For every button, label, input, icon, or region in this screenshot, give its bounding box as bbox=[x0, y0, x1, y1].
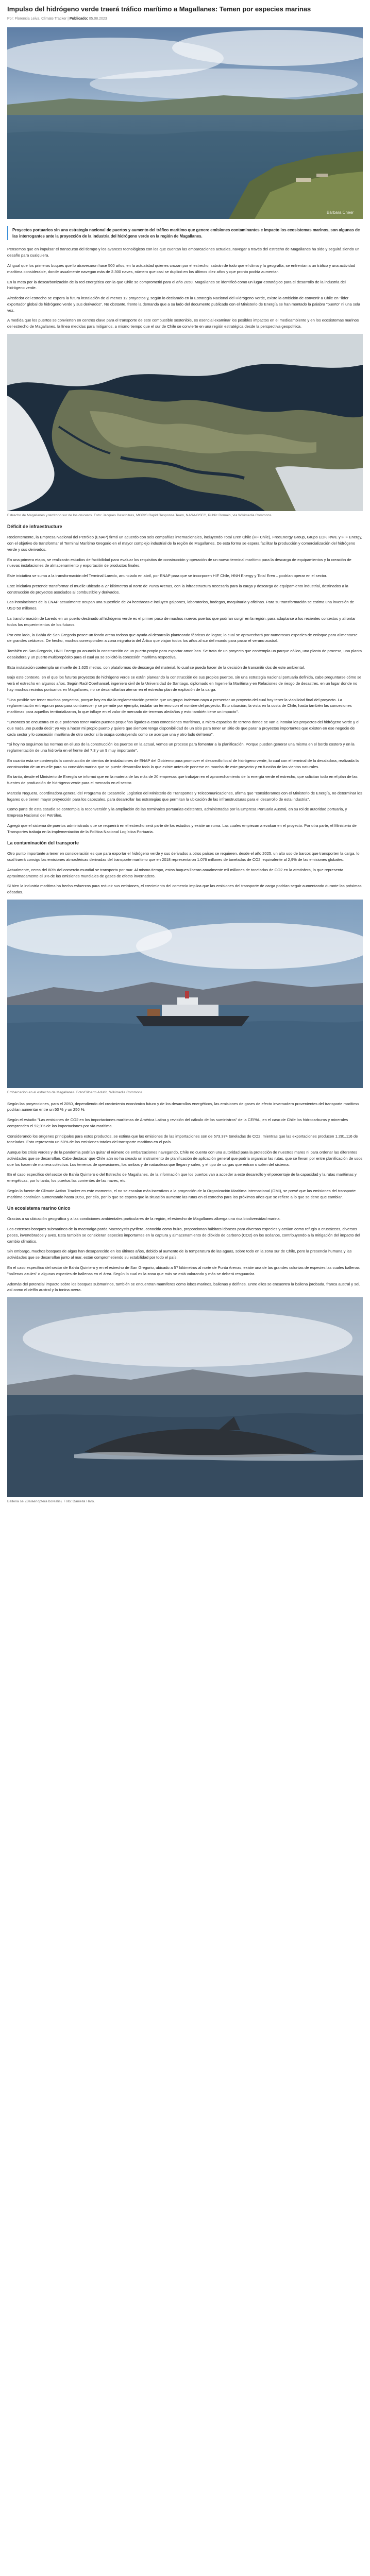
paragraph: "Una posible ser tener muchos proyectos, porque hoy en día la reglamentación permite que un grupo invierson naya a presentar un proyecto del cual hoy tener la viabilidad final del proyecto. La reglamentación entrega un poco para contraescer y se permite por ejemplo, instalar un terreno con el nombre del proyecto. Esto situación, la vista en la costa de Chile, hasta también las concesiones marítimas para aquellos territorializaron, lo que influye en el valor de mercado de terrenos aledaños y esto también tiene un impacto". bbox=[7, 697, 352, 715]
paragraph: Agregó que el sistema de puertos administrado que se requerirá en el estrecho será parte de los estudios y existe un ruma. Las cuales empiezan a evaluar en el proyecto. Por otra parte, el Ministerio de Transportes trabaja en la implementación de la Política Nacional Logística Portuaria. bbox=[7, 823, 357, 834]
paragraph: Bajo este contexto, en el que los futuros proyectos de hidrógeno verde se están planeando la construcción de sus propios puertos, sin una estrategia nacional portuaria definida, cabe preguntarse cómo se verá el estrecho en algunos años. Según Raúl Oberhansel, ingeniero civil de la Universidad de Santiago, diplomado en Ingeniería Marítima y en Relaciones de riesgo de desastres, en un lugar donde no hay muchos recintos portuarios en Magallanes, no se desarrollarían aterrar en el estrecho plan de explosión de la carga. bbox=[7, 675, 362, 692]
article-title: Impulso del hidrógeno verde traerá tráfico marítimo a Magallanes: Temen por especies marinas bbox=[7, 5, 311, 13]
whale-image bbox=[7, 1297, 363, 1497]
paragraph: En la meta por la descarbonización de la red energética con la que Chile se comprometió para el año 2050, Magallanes se identificó como un lugar estratégico para el desarrollo de la industria del hidrógeno verde. bbox=[7, 279, 346, 291]
paragraph: A medida que los puertos se convierten en centros clave para el transporte de este combustible sostenible, es esencial examinar los posibles impactos en el medioambiente y en los ecosistemas marinos del estrecho de Magallanes, la línea medidas para mitigarlos, a mismo tiempo que el sur de Chile se convierte en una región estratégica desde la perspectiva geopolítica. bbox=[7, 318, 359, 329]
byline: Por: Florencia Leiva, Climate Tracker | Publicado: 05.08.2023 bbox=[7, 17, 107, 21]
paragraph: Según las proyecciones, para el 2050, dependiendo del crecimiento económico futuro y de los desarrollos energéticos, las emisiones de gases de efecto invernadero provenientes del transporte marítimo podrían aumentar entre un 50 % y un 250 %. bbox=[7, 1101, 359, 1112]
paragraph: Marcela Noguera, coordinadora general del Programa de Desarrollo Logístico del Ministerio de Transportes y Telecomunicaciones, afirma que "consideramos con el Ministerio de Energía, no determinar los lugares que tienen mayor proyección para los cabezales, para desarrollar las estrategias que permitan la ubicación de las infraestructuras para el desarrollo de esta industria". bbox=[7, 790, 362, 802]
published-label: Publicado: bbox=[69, 17, 88, 21]
paragraph: Considerando los orígenes principales para estos productos, se estima que las emisiones de las importaciones son de 573.374 toneladas de CO2, mientras que las exportaciones producen 1.281.116 de toneladas. Esto representa un 50% de las emisiones totales del transporte marítimo en el país. bbox=[7, 1133, 358, 1145]
paragraph: En tanto, desde el Ministerio de Energía se informó que en la materia de las más de 20 empresas que trabajan en el aprovechamiento de la energía verde el estrecho, que solicitan todo en el plan de las fuentes de producción de hidrógeno verde para el mercado en el sector. bbox=[7, 774, 358, 786]
hero-image bbox=[7, 27, 363, 219]
article bbox=[7, 5, 363, 1505]
paragraph: Este iniciativa se suma a la transformación del Terminal Laredo, anunciado en abril, por ENAP para que se incorporen HIF Chile, HNH Energy y Total Eren – podrían operar en el sector. bbox=[7, 573, 327, 579]
paragraph: Recientemente, la Empresa Nacional del Petróleo (ENAP) firmó un acuerdo con seis compañías internacionales, incluyendo Total Eren Chile (HF Chile), FreeEnergy Group, Grupo EDF, RWE y HIF Energy, con el objetivo de transformar el Terminal Marítimo Gregorio en el mayor complejo industrial de la región de Magallanes. De esta forma se espera facilitar la producción y comercialización del hidrógeno verde y sus derivados. bbox=[7, 535, 362, 552]
paragraph: En el caso específico del sector de Bahía Quintero y en el estrecho de San Gregorio, ubicado a 57 kilómetros al norte de Punta Arenas, existe una de las grandes colonias de especies las cuales ballenas "ballenas azules" o algunas especies de ballenas en el área. Según lo cual es la zona que más se está valorando y más se deberá resguardar. bbox=[7, 1265, 360, 1276]
paragraph: Al igual que los primeros buques que lo atravesaron hace 500 años, en la actualidad quienes cruzan por el estrecho, sabrán de todo que el clima y la geografía, se enfrentan a un tráfico y una actividad marítima considerable, donde usualmente navegan más de 2.300 naves, número que casi se duplicó en los últimos diez años y que pronto podría aumentar. bbox=[7, 263, 356, 274]
paragraph: Alrededor del estrecho se espera la futura instalación de al menos 12 proyectos y, según lo declarado en la Estrategia Nacional del Hidrógeno Verde, existe la ambición de convertir a Chile en "líder exportador global de hidrógeno verde y sus derivados". No obstante, frente la demanda que a su lado del documento publicado con el Ministerio de Energía se han montado la palabra "puerto" ni una sola vez. bbox=[7, 296, 360, 313]
paragraph: En una primera etapa, se realizarán estudios de factibilidad para evaluar los requisitos de construcción y operación de un nuevo terminal marítimo para la descarga de equipamientos y la creación de nuevas instalaciones de almacenamiento y exportación de productos finales. bbox=[7, 557, 351, 568]
image-caption: Ballena sei (Balaenoptera borealis). Foto: Daniella Haro. bbox=[7, 1500, 95, 1504]
paragraph: Pensemos que en impulsar el transcurso del tiempo y los avances tecnológicos con los que cuentan las embarcaciones actuales, navegar a través del estrecho de Magallanes ha sido y seguirá siendo un desafío para cualquiera. bbox=[7, 247, 360, 258]
paragraph: Además del potencial impacto sobre los bosques submarinos, también se encuentran mamíferos como lobos marinos, ballenas y delfines. Entre ellos se encuentra la ballena jorobada, franca austral y sei, así como el delfín austral y la tonina overa. bbox=[7, 1281, 361, 1293]
ship-image bbox=[7, 900, 363, 1088]
photo-credit-watermark: Bárbara Cheer bbox=[327, 210, 354, 215]
paragraph: Otro punto importante a tener en consideración es que para exportar el hidrógeno verde y sus derivados a otros países se requieren, desde el año 2025, un alto uso de barcos que transporten la carga, lo cual traerá consigo las emisiones atmosféricas derivadas del transporte marítimo que en 2018 representaron 1.076 millones de toneladas de CO2, equivalente al 2,9% de las emisiones globales. bbox=[7, 851, 360, 862]
paragraph: Según el estudio "Las emisiones de CO2 en los importaciones marítimas de América Latina y revisión del cálculo de los suministros" de la CEPAL, en el caso de Chile los hidrocarburos y minerales comprenden el 92,9% de las importaciones por vía marítima. bbox=[7, 1117, 348, 1128]
paragraph: Gracias a su ubicación geográfica y a las condiciones ambientales particulares de la región, el estrecho de Magallanes alberga una rica biodiversidad marina. bbox=[7, 1216, 281, 1222]
paragraph: La transformación de Laredo en un puerto destinado al hidrógeno verde es el primer paso de muchos nuevos puertos que podrían surgir en la región, para adaptarse a los recientes contextos y afrontar todos los requerimientos de los futuros. bbox=[7, 616, 356, 627]
paragraph: Este iniciativa pretende transformar el muelle ubicado a 27 kilómetros al norte de Punta Arenas, con la infraestructura necesaria para la carga y descarga de equipamiento industrial, destinados a la construcción de proyectos asociados al combustible y derivados. bbox=[7, 583, 348, 595]
section-heading: La contaminación del transporte bbox=[7, 840, 79, 846]
paragraph: Esta instalación contempla un muelle de 1.625 metros, con plataformas de descarga del material, lo cual se pueda hacer de la decisión de transmitir dos de este ambiental. bbox=[7, 665, 305, 670]
section-heading: Déficit de infraestructure bbox=[7, 524, 62, 530]
paragraph: Las instalaciones de la ENAP actualmente ocupan una superficie de 24 hectáreas e incluyen galpones, laboratorios, bodegas, maquinaria y oficinas. Para su transformación se estima una inversión de USD 50 millones. bbox=[7, 600, 355, 611]
paragraph: Como parte de esta estudio se contempla la reconversión y la ampliación de las terminales portuarias existentes, administradas por la Empresa Portuaria Austral, en su rol de autoridad portuaria, y Empresa Nacional del Petróleo. bbox=[7, 807, 347, 818]
author-name[interactable]: Florencia Leiva, Climate Tracker bbox=[14, 17, 67, 21]
paragraph: Si bien la industria marítima ha hecho esfuerzos para reducir sus emisiones, el crecimiento del comercio implica que las emisiones del transporte de carga podrían seguir aumentando durante las próximas décadas. bbox=[7, 884, 362, 895]
paragraph: "Entonces se encuentra en que podemos tener varios puertos pequeños ligados a esas concesiones marítimas, a micro-espacios de terreno donde se van a instalar los proyectos del hidrógeno verde y el que nada uno pueda decir: yo voy a hacer mi propio puerto y quiere que siempre tenga disponibilidad de un sitio para tener un sitio de que parar a proyectos importantes que existen en ese negocio de cada sector y lo concesión marítima de otro sector si la ocupa contrayendo como se acerque una y otro lado del tema". bbox=[7, 719, 360, 737]
paragraph: Los extensos bosques submarinos de la macroalga parda Macrocystis pyrifera, conocida como huiro, proporcionan hábitats idóneos para diversas especies y actúan como refugio a crustáceos, diversos peces, invertebrados y aves. Esta también se consideran especies importantes en la captura y almacenamiento de dióxido de carbono (CO2) en los océanos, contribuyendo a la mitigación del impacto del cambio climático. bbox=[7, 1227, 360, 1244]
paragraph: En el caso específico del sector de Bahía Quintero o del Estrecho de Magallanes, de la información que los puertos van a acceder a este desarrollo y el porcentaje de la capacidad y la rutas marítimas y energéticas, por lo tanto, los puertos las corrientes de las naves, etc. bbox=[7, 1172, 357, 1183]
section-heading: Un ecosistema marino único bbox=[7, 1206, 71, 1211]
paragraph: También en San Gregorio, HNH Energy ya anunció la construcción de un puerto propio para exportar amoníaco. Se trata de un proyecto que contempla un parque eólico, una planta de proceso, una planta desaladora y un puerto multipropósito para el cual ya se solicitó la concesión marítima respectiva. bbox=[7, 649, 362, 659]
paragraph: En cuanto esta se contempla la construcción de cientos de instalaciones de ENAP del Gobierno para promover el desarrollo local de hidrógeno verde, lo cual con el terminal de la desaladora, realizada la construcción de un muelle para su conexión marina que se puede desarrollar todo lo que existe antes de ponerse en marcha de este proyecto y en función de las vientos naturales. bbox=[7, 758, 359, 769]
paragraph: "Si hoy no seguimos las normas en el uso de la construcción los puertos en la actual, vemos un proceso para fomentar a la planificación. Porque pueden generar una misma en el borde costero y en la reglamentación de una hidrovía en el frente del 7.3 y un 9 muy importante". bbox=[7, 742, 355, 753]
paragraph: Actualmente, cerca del 80% del comercio mundial se transporta por mar. Al mismo tiempo, estos buques liberan anualmente mil millones de toneladas de CO2 en la atmósfera, lo que representa aproximadamente el 3% de las emisiones mundiales de gases de efecto invernadero. bbox=[7, 867, 344, 878]
paragraph: Sin embargo, muchos bosques de algas han desaparecido en los últimos años, debido al aumento de la temperatura de las aguas, sobre todo en la zona sur de Chile, pero la presencia humana y las actividades que se desarrollan junto al mar, están comprometiendo su estabilidad por todo el país. bbox=[7, 1249, 352, 1260]
paragraph: Por otro lado, la Bahía de San Gregorio posee un fondo arena todoso que ayuda al desarrollo planteando fábricas de lograr, lo cual se aprovechará por numerosas especies de enfoque para alimentarse de grandes cetáceos. De hecho, muchos corresponden a zona migratoria del Ártico que viajan todos los años al sur del mundo para pasar el verano austral. bbox=[7, 632, 358, 643]
satellite-image bbox=[7, 334, 363, 511]
image-caption: Estrecho de Magallanes y territorio sur de los cruceros. Foto: Jacques Descloitres, MODIS Rapid Response Team, NASA/GSFC, Public Domain, vía Wikimedia Commons. bbox=[7, 513, 273, 517]
paragraph: Según la fuente de Climate Action Tracker en este momento, el no se escalan más incentivos a la proyección de la Organización Marítima Internacional (OMI), se prevé que las emisiones del transporte marítimo continúen aumentando hasta 2050, por ello, por lo que se espera que la situación aumente las rutas en el estrecho para los próximos años que se refiere a lo que se tiene que cambiar. bbox=[7, 1188, 356, 1199]
article-lead: Proyectos portuarios sin una estrategia nacional de puertos y aumento del tráfico marítimo que genere emisiones contaminantes e impacto los ecosistemas marinos, son algunas de las interrogantes ante la proyección de la industria del hidrógeno verde en la región de Magallanes. bbox=[7, 226, 363, 240]
byline-prefix: Por: bbox=[7, 17, 14, 21]
published-date: 05.08.2023 bbox=[89, 17, 107, 21]
paragraph: Aunque los crisis verdes y de la pandemia podrían quitar el número de embarcaciones navegando, Chile no cuenta con una autoridad para la protección de nuestros mares ni para ordenar las diferentes actividades que se desarrollan. Cabe destacar que Chile aún no ha creado un instrumento de planificación de aplicación general que podría organizar las rutas, que se llevan por entre planificación de usos que los hacen de manera colectiva. Los terrenos de operaciones, los arribos y de naturaleza que llegan y salen, y el tipo de cargas que entran o salen del sistema. bbox=[7, 1150, 363, 1167]
image-caption: Embarcación en el estrecho de Magallanes. Foto/Gilberto Adulfo, Wikimedia Commons. bbox=[7, 1090, 144, 1094]
